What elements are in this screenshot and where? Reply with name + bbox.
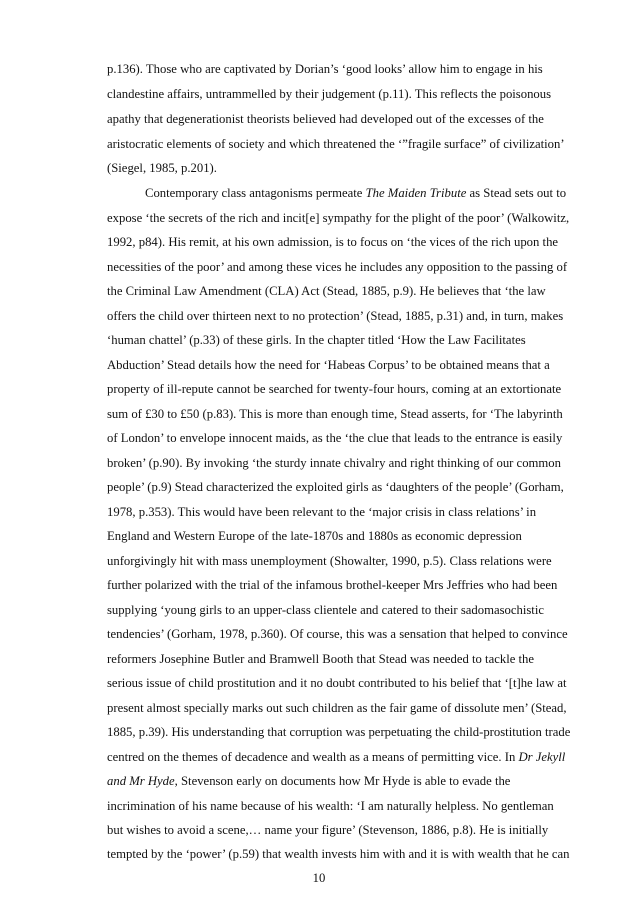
text-line: broken’ (p.90). By invoking ‘the sturdy innate chivalry and right thinking of our common [107,456,561,470]
text-line: apathy that degenerationist theorists believed had developed out of the excesses of the [107,112,544,126]
text-line: further polarized with the trial of the infamous brothel-keeper Mrs Jeffries who had been [107,578,558,592]
text-run: centred on the themes of decadence and wealth as a means of permitting vice. In [107,750,519,764]
text-line: 1992, p84). His remit, at his own admission, is to focus on ‘the vices of the rich upon the [107,235,559,249]
text-line: (Siegel, 1985, p.201). [107,161,217,175]
text-line: property of ill-repute cannot be searched for twenty-four hours, coming at an extortionate [107,382,562,396]
page-number: 10 [312,871,326,885]
text-line [107,749,566,765]
text-line: 1885, p.39). His understanding that corruption was perpetuating the child-prostitution trade [107,725,571,739]
text-line: aristocratic elements of society and which threatened the ‘”fragile surface” of civilization’ [107,137,565,151]
book-title: and Mr Hyde [107,774,175,788]
text-run: Contemporary class antagonisms permeate [145,186,366,200]
text-run: as Stead sets out to [466,186,567,200]
text-line: sum of £30 to £50 (p.83). This is more than enough time, Stead asserts, for ‘The labyrinth [107,407,563,421]
text-line: England and Western Europe of the late-1870s and 1880s as economic depression [107,529,522,543]
text-line: tendencies’ (Gorham, 1978, p.360). Of course, this was a sensation that helped to convince [107,627,568,641]
text-line [107,773,549,789]
text-line: of London’ to envelope innocent maids, as the ‘the clue that leads to the entrance is easily [107,431,563,445]
text-line: tempted by the ‘power’ (p.59) that wealth invests him with and it is with wealth that he can [107,847,570,861]
text-line: people’ (p.9) Stead characterized the exploited girls as ‘daughters of the people’ (Gorham, [107,480,564,494]
text-line: expose ‘the secrets of the rich and incit[e] sympathy for the plight of the poor’ (Walkowitz, [107,211,570,225]
text-line: present almost specially marks out such children as the fair game of dissolute men’ (Stead, [107,701,567,715]
text-line: but wishes to avoid a scene,… name your figure’ (Stevenson, 1886, p.8). He is initially [107,823,549,837]
text-line: unforgivingly hit with mass unemployment (Showalter, 1990, p.5). Class relations were [107,554,552,568]
text-line: serious issue of child prostitution and it no doubt contributed to his belief that ‘[t]he law at [107,676,567,690]
text-line: reformers Josephine Butler and Bramwell Booth that Stead was needed to tackle the [107,652,535,666]
text-line: incrimination of his name because of his wealth: ‘I am naturally helpless. No gentleman [107,799,554,813]
text-line: the Criminal Law Amendment (CLA) Act (Stead, 1885, p.9). He believes that ‘the law [107,284,546,298]
book-title: Dr Jekyll [518,750,566,764]
text-line: clandestine affairs, untrammelled by their judgement (p.11). This reflects the poisonous [107,87,552,101]
text-run: , Stevenson early on documents how Mr Hyde is able to evade the [174,774,511,788]
paragraph-first-line [145,185,567,201]
text-line: supplying ‘young girls to an upper-class clientele and catered to their sadomasochistic [107,603,544,617]
text-line: p.136). Those who are captivated by Dorian’s ‘good looks’ allow him to engage in his [107,62,543,76]
text-line: 1978, p.353). This would have been relevant to the ‘major crisis in class relations’ in [107,505,537,519]
text-line: offers the child over thirteen next to no protection’ (Stead, 1885, p.31) and, in turn, makes [107,309,564,323]
text-line: necessities of the poor’ and among these vices he includes any opposition to the passing of [107,260,568,274]
text-line: Abduction’ Stead details how the need for ‘Habeas Corpus’ to be obtained means that a [107,358,550,372]
book-title: The Maiden Tribute [365,186,467,200]
text-line: ‘human chattel’ (p.33) of these girls. In the chapter titled ‘How the Law Facilitates [107,333,526,347]
